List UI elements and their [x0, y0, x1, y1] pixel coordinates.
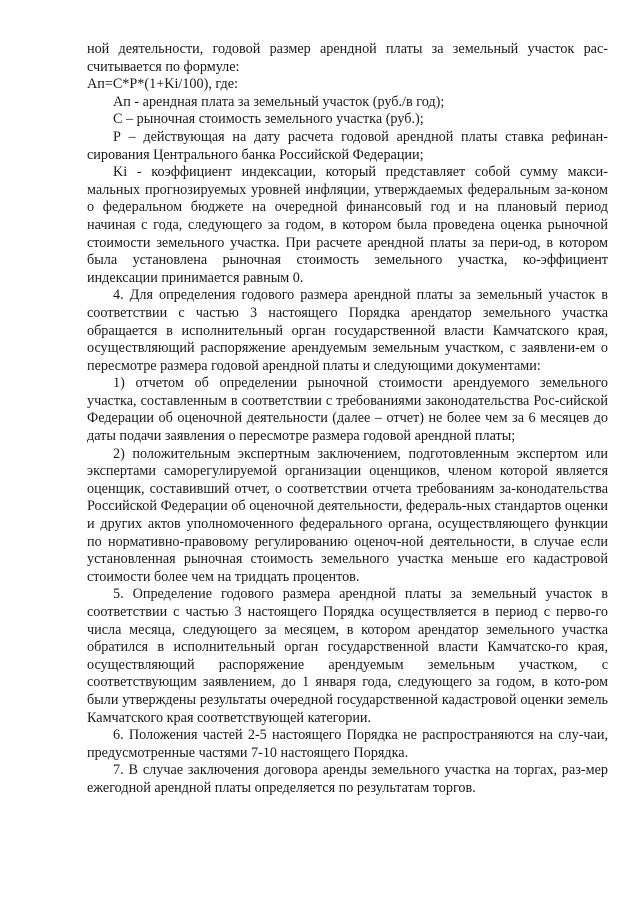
formula-line: Ап=С*Р*(1+Ki/100), где:: [87, 76, 238, 93]
definition-p: Р – действующая на дату расчета годовой арендной платы ставка рефинан-сирования Центрального банка Российской Федерации;: [87, 128, 608, 163]
clause-4: 4. Для определения годового размера арендной платы за земельный участок в соответствии с частью 3 настоящего Порядка арендатор земельного участка обращается в исполнительный орган государственной власти Камчатского края, осуществляющий распоряжение арендуемым земельным участком, с заявлени-ем о пересмотре размера годовой арендной платы и следующими документами:: [87, 287, 608, 374]
clause-6: 6. Положения частей 2-5 настоящего Порядка не распространяются на слу-чаи, предусмотренные частями 7-10 настоящего Порядка.: [87, 727, 608, 761]
clause-5: 5. Определение годового размера арендной платы за земельный участок в соответствии с частью 3 настоящего Порядка осуществляется в период с перво-го числа месяца, следующего за месяцем, в котором арендатор земельного участка обратился в исполнительный орган государственной власти Камчатско-го края, осуществляющий распоряжение арендуемым земельным участком, с соответствующим заявлением, до 1 января года, следующего за годом, в кото-ром были утверждены результаты очередной государственной кадастровой оценки земель Камчатского края соответствующей категории.: [87, 586, 608, 726]
clause-4-item-2: 2) положительным экспертным заключением, подготовленным экспертом или экспертами саморегулируемой организации оценщиков, членом которой является оценщик, составивший отчет, о соответствии отчета требованиям за-конодательства Российской Федерации об оценочной деятельности, федераль-ных стандартов оценки и других актов уполномоченного федерального органа, осуществляющего функции по нормативно-правовому регулированию оценоч-ной деятельности, в случае если установленная рыночная стоимость земельного участка меньше его кадастровой стоимости более чем на тридцать процентов.: [87, 445, 608, 585]
definition-ki: Ki - коэффициент индексации, который представляет собой сумму макси-мальных прогнозируемых уровней инфляции, утверждаемых федеральным за-коном о федеральном бюджете на очередной финансовый год и на плановый период начиная с года, следующего за годом, в котором была проведена оценка рыночной стоимости земельного участка. При расчете арендной платы за пери-од, в котором была установлена рыночная стоимость земельного участка, ко-эффициент индексации принимается равным 0.: [87, 164, 608, 286]
paragraph-continuation: ной деятельности, годовой размер арендной платы за земельный участок рас-считывается по формуле:: [87, 41, 608, 75]
definition-ap: Ап - арендная плата за земельный участок (руб./в год);: [113, 93, 445, 110]
document-page: [87, 41, 608, 798]
definition-c: С – рыночная стоимость земельного участка (руб.);: [113, 111, 424, 128]
clause-7: 7. В случае заключения договора аренды земельного участка на торгах, раз-мер ежегодной арендной платы определяется по результатам торгов.: [87, 762, 608, 796]
clause-4-item-1: 1) отчетом об определении рыночной стоимости арендуемого земельного участка, составленным в соответствии с требованиями законодательства Рос-сийской Федерации об оценочной деятельности (далее – отчет) не более чем за 6 месяцев до даты подачи заявления о пересмотре размера годовой арендной платы;: [87, 375, 608, 445]
